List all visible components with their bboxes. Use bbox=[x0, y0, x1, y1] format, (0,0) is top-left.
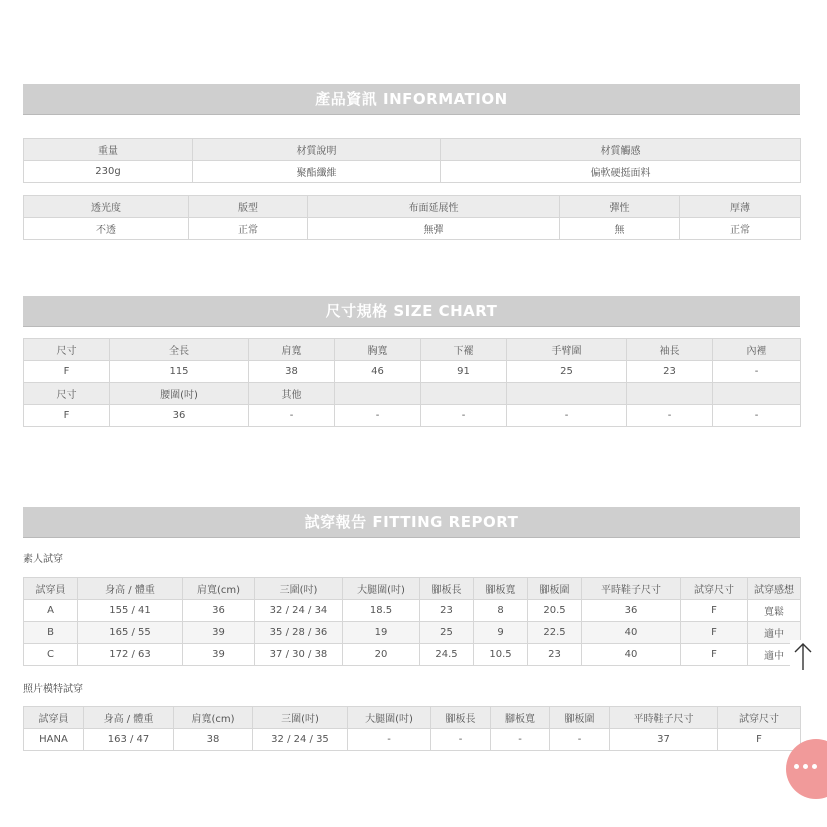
value-cell: HANA bbox=[24, 729, 84, 751]
value-cell: - bbox=[348, 729, 431, 751]
value-cell: 18.5 bbox=[343, 600, 420, 622]
value-cell: 無 bbox=[560, 218, 680, 240]
header-cell: 身高 / 體重 bbox=[84, 707, 174, 729]
header-cell: 平時鞋子尺寸 bbox=[582, 578, 681, 600]
value-cell: F bbox=[24, 405, 110, 427]
value-cell: 40 bbox=[582, 622, 681, 644]
value-cell: 46 bbox=[335, 361, 421, 383]
value-cell: 聚酯纖維 bbox=[193, 161, 441, 183]
header-cell: 三圍(吋) bbox=[255, 578, 343, 600]
header-cell: 肩寬(cm) bbox=[174, 707, 253, 729]
header-cell: 腳板寬 bbox=[474, 578, 528, 600]
value-cell: - bbox=[431, 729, 491, 751]
value-cell: F bbox=[24, 361, 110, 383]
header-cell: 材質說明 bbox=[193, 139, 441, 161]
value-cell: 適中 bbox=[748, 644, 801, 666]
value-cell: B bbox=[24, 622, 78, 644]
info-table-2 bbox=[23, 195, 801, 240]
header-cell: 尺寸 bbox=[24, 383, 110, 405]
header-cell bbox=[507, 383, 627, 405]
model-fitting-table bbox=[23, 706, 801, 751]
value-cell: 23 bbox=[420, 600, 474, 622]
amateur-fitting-label: 素人試穿 bbox=[23, 554, 63, 565]
value-cell: A bbox=[24, 600, 78, 622]
value-cell: - bbox=[550, 729, 610, 751]
header-cell: 彈性 bbox=[560, 196, 680, 218]
header-cell: 大腿圍(吋) bbox=[348, 707, 431, 729]
header-cell: 三圍(吋) bbox=[253, 707, 348, 729]
value-cell: F bbox=[681, 644, 748, 666]
value-cell: 32 / 24 / 35 bbox=[253, 729, 348, 751]
value-cell: - bbox=[421, 405, 507, 427]
value-cell: - bbox=[627, 405, 713, 427]
value-cell: 19 bbox=[343, 622, 420, 644]
header-cell: 腳板長 bbox=[420, 578, 474, 600]
header-cell: 全長 bbox=[110, 339, 249, 361]
value-cell: 適中 bbox=[748, 622, 801, 644]
header-cell: 布面延展性 bbox=[308, 196, 560, 218]
size-chart-table bbox=[23, 338, 801, 427]
value-cell: F bbox=[681, 600, 748, 622]
header-cell: 透光度 bbox=[24, 196, 189, 218]
value-cell: 38 bbox=[174, 729, 253, 751]
header-cell: 胸寬 bbox=[335, 339, 421, 361]
value-cell: 20 bbox=[343, 644, 420, 666]
back-to-top-button[interactable] bbox=[790, 640, 816, 674]
value-cell: 40 bbox=[582, 644, 681, 666]
value-cell: 正常 bbox=[680, 218, 801, 240]
header-cell: 試穿尺寸 bbox=[681, 578, 748, 600]
header-cell: 內裡 bbox=[713, 339, 801, 361]
value-cell: 正常 bbox=[189, 218, 308, 240]
header-cell: 厚薄 bbox=[680, 196, 801, 218]
value-cell: 20.5 bbox=[528, 600, 582, 622]
value-cell: F bbox=[681, 622, 748, 644]
value-cell: - bbox=[249, 405, 335, 427]
value-cell: 115 bbox=[110, 361, 249, 383]
information-header: 產品資訊 INFORMATION bbox=[23, 84, 800, 115]
value-cell: 37 / 30 / 38 bbox=[255, 644, 343, 666]
value-cell: 230g bbox=[24, 161, 193, 183]
header-cell: 手臂圍 bbox=[507, 339, 627, 361]
model-fitting-label: 照片模特試穿 bbox=[23, 684, 83, 695]
value-cell: 24.5 bbox=[420, 644, 474, 666]
value-cell: - bbox=[713, 361, 801, 383]
value-cell: 39 bbox=[183, 622, 255, 644]
arrow-up-icon bbox=[790, 640, 816, 674]
value-cell: 寬鬆 bbox=[748, 600, 801, 622]
value-cell: 23 bbox=[528, 644, 582, 666]
value-cell: - bbox=[713, 405, 801, 427]
value-cell: 23 bbox=[627, 361, 713, 383]
header-cell: 尺寸 bbox=[24, 339, 110, 361]
header-cell: 肩寬 bbox=[249, 339, 335, 361]
header-cell bbox=[421, 383, 507, 405]
value-cell: 39 bbox=[183, 644, 255, 666]
value-cell: 38 bbox=[249, 361, 335, 383]
value-cell: 36 bbox=[110, 405, 249, 427]
header-cell: 大腿圍(吋) bbox=[343, 578, 420, 600]
header-cell: 下襬 bbox=[421, 339, 507, 361]
header-cell: 腳板圍 bbox=[528, 578, 582, 600]
value-cell: - bbox=[507, 405, 627, 427]
header-cell: 身高 / 體重 bbox=[78, 578, 183, 600]
value-cell: 163 / 47 bbox=[84, 729, 174, 751]
header-cell: 肩寬(cm) bbox=[183, 578, 255, 600]
value-cell: - bbox=[335, 405, 421, 427]
value-cell: 35 / 28 / 36 bbox=[255, 622, 343, 644]
header-cell: 重量 bbox=[24, 139, 193, 161]
value-cell: 91 bbox=[421, 361, 507, 383]
value-cell: 25 bbox=[507, 361, 627, 383]
value-cell: - bbox=[491, 729, 550, 751]
header-cell: 其他 bbox=[249, 383, 335, 405]
value-cell: 8 bbox=[474, 600, 528, 622]
header-cell: 腳板圍 bbox=[550, 707, 610, 729]
header-cell bbox=[335, 383, 421, 405]
value-cell: C bbox=[24, 644, 78, 666]
info-table-1 bbox=[23, 138, 801, 183]
value-cell: 不透 bbox=[24, 218, 189, 240]
value-cell: 9 bbox=[474, 622, 528, 644]
header-cell: 試穿員 bbox=[24, 578, 78, 600]
header-cell: 腰圍(吋) bbox=[110, 383, 249, 405]
value-cell: 37 bbox=[610, 729, 718, 751]
header-cell: 平時鞋子尺寸 bbox=[610, 707, 718, 729]
header-cell: 試穿感想 bbox=[748, 578, 801, 600]
value-cell: 無彈 bbox=[308, 218, 560, 240]
header-cell: 腳板寬 bbox=[491, 707, 550, 729]
header-cell: 試穿尺寸 bbox=[718, 707, 801, 729]
value-cell: F bbox=[718, 729, 801, 751]
value-cell: 172 / 63 bbox=[78, 644, 183, 666]
size-chart-header: 尺寸規格 SIZE CHART bbox=[23, 296, 800, 327]
header-cell bbox=[627, 383, 713, 405]
value-cell: 22.5 bbox=[528, 622, 582, 644]
fitting-report-header: 試穿報告 FITTING REPORT bbox=[23, 507, 800, 538]
value-cell: 偏軟硬挺面料 bbox=[441, 161, 801, 183]
header-cell: 袖長 bbox=[627, 339, 713, 361]
value-cell: 10.5 bbox=[474, 644, 528, 666]
header-cell: 腳板長 bbox=[431, 707, 491, 729]
header-cell: 版型 bbox=[189, 196, 308, 218]
value-cell: 155 / 41 bbox=[78, 600, 183, 622]
value-cell: 25 bbox=[420, 622, 474, 644]
header-cell bbox=[713, 383, 801, 405]
value-cell: 36 bbox=[183, 600, 255, 622]
value-cell: 36 bbox=[582, 600, 681, 622]
header-cell: 試穿員 bbox=[24, 707, 84, 729]
value-cell: 32 / 24 / 34 bbox=[255, 600, 343, 622]
value-cell: 165 / 55 bbox=[78, 622, 183, 644]
header-cell: 材質觸感 bbox=[441, 139, 801, 161]
amateur-fitting-table bbox=[23, 577, 801, 666]
